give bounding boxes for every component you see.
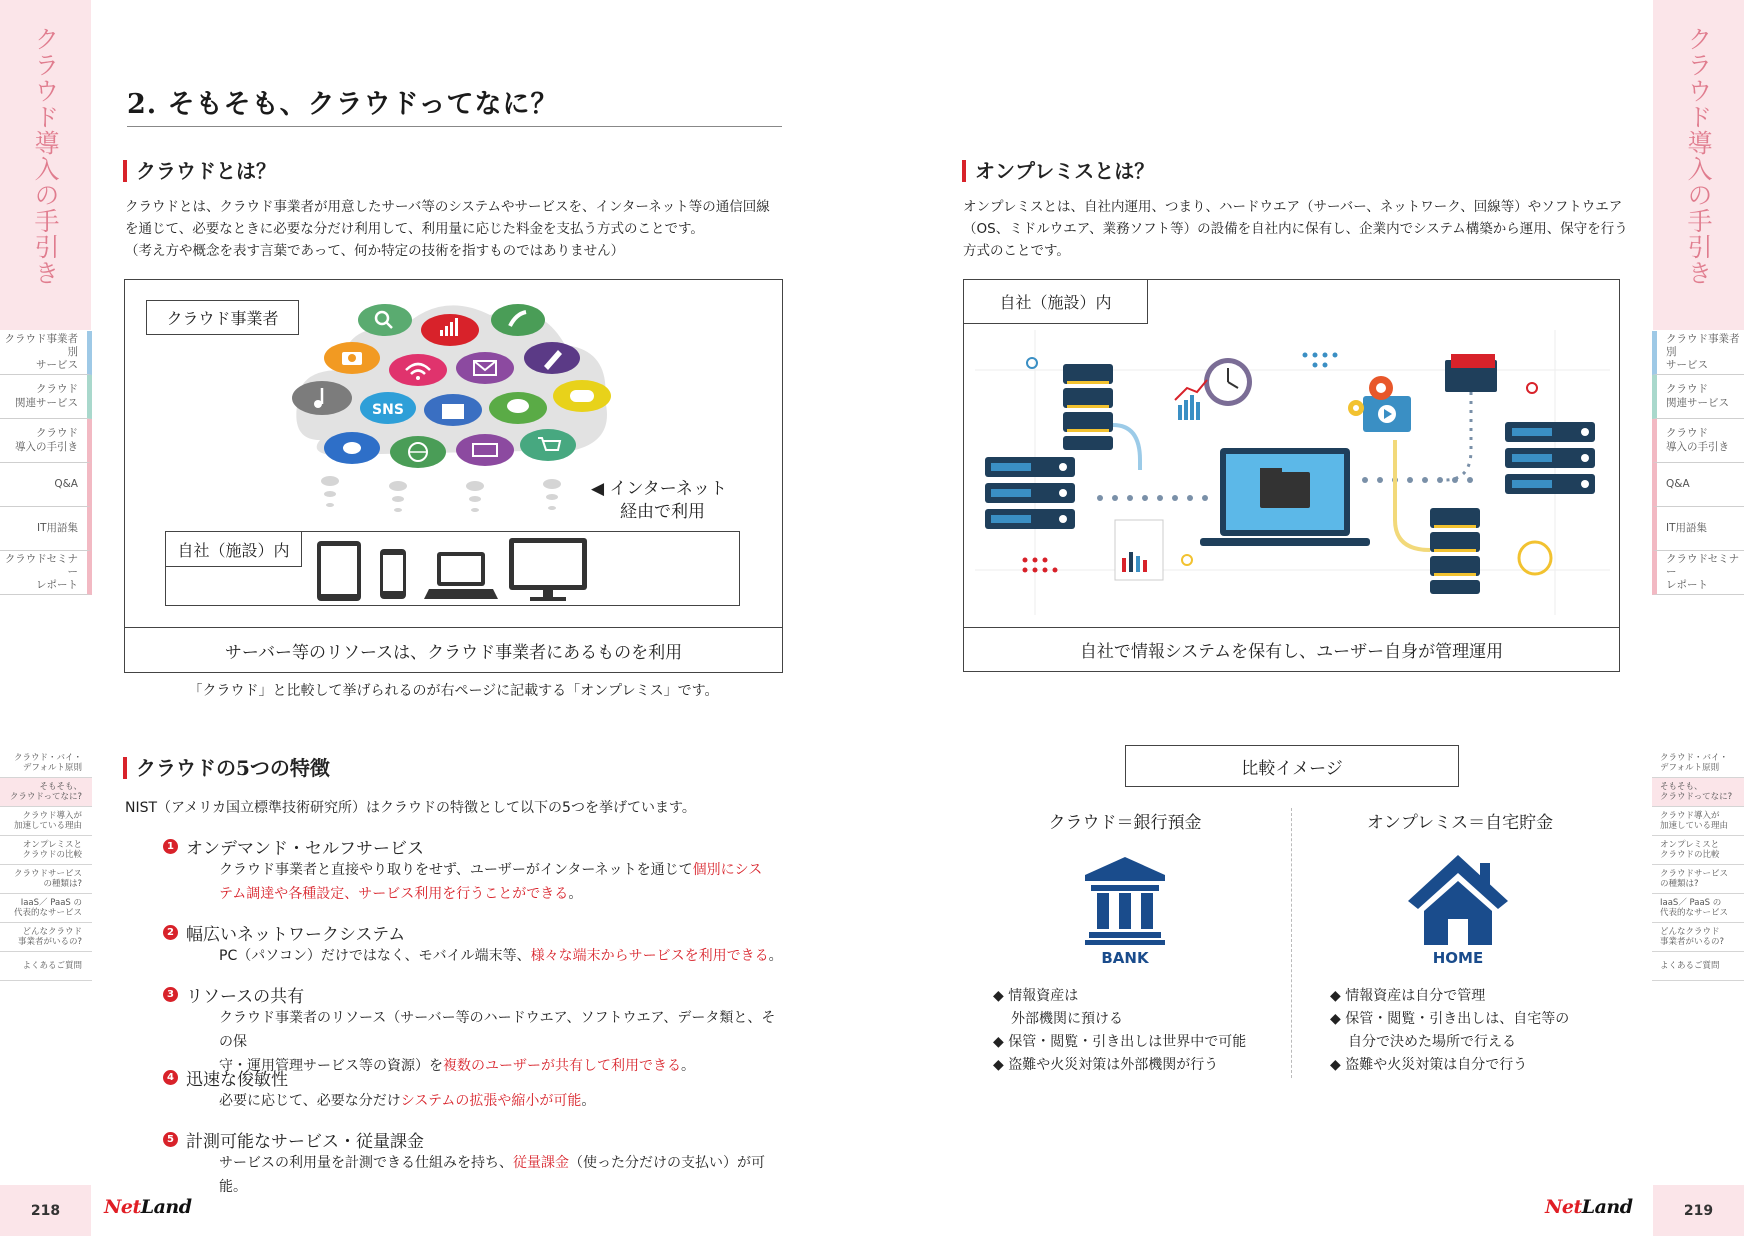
- feature-highlight: 複数のユーザーが共有して利用できる: [443, 1058, 681, 1074]
- document-icon: [1115, 520, 1163, 580]
- app-icon-film: [456, 434, 514, 466]
- video-player-icon: [1363, 396, 1411, 432]
- feature-4: [163, 1065, 783, 1113]
- onprem-line-2: （OS、ミドルウエア、業務ソフト等）の設備を自社内に保有し、企業内でシステム構築から運用、保守を行う: [963, 221, 1628, 237]
- app-icon-bird: [324, 432, 380, 464]
- comparison-title: 比較イメージ: [1125, 745, 1459, 787]
- feature-2: [163, 920, 783, 968]
- onprem-illustration: [975, 330, 1610, 615]
- monitor-icon: [509, 538, 587, 601]
- left-side-nav: [0, 331, 92, 595]
- server-rack-right-icon: [1430, 508, 1480, 594]
- onprem-onsite-label: 自社（施設）内: [963, 279, 1148, 324]
- sub-nav-item[interactable]: クラウドサービス の種類は?: [1652, 865, 1744, 894]
- cloud-provider-label: クラウド事業者: [146, 300, 299, 335]
- feature-1: [163, 834, 783, 906]
- right-sub-nav: [1652, 749, 1744, 981]
- side-nav-item[interactable]: IT用語集: [0, 507, 92, 551]
- app-icon-phone: [491, 304, 545, 336]
- server-rack-icon: [1063, 364, 1113, 450]
- cloud-line-1: クラウドとは、クラウド事業者が用意したサーバ等のシステムやサービスを、インターネット等の通信回線: [125, 199, 770, 215]
- cloud-section-title: クラウドとは？: [123, 160, 276, 182]
- feature-title: 計測可能なサービス・従量課金: [186, 1131, 424, 1152]
- cloud-drops: [321, 476, 561, 512]
- device-icons: [310, 535, 600, 605]
- sub-nav-item[interactable]: クラウド導入が 加速している理由: [1652, 807, 1744, 836]
- right-side-nav: [1652, 331, 1744, 595]
- cloud-line-3: （考え方や概念を表す言葉であって、何か特定の技術を指すものではありません）: [125, 243, 625, 259]
- app-icon-sns: [360, 392, 416, 424]
- feature-title: 幅広いネットワークシステム: [186, 924, 406, 945]
- feature-highlight: テム調達や各種設定、サービス利用を行うことができる: [219, 886, 569, 902]
- onprem-compare-heading: オンプレミス＝自宅貯金: [1366, 813, 1554, 833]
- feature-title: リソースの共有: [186, 986, 305, 1007]
- home-label: HOME: [1432, 949, 1484, 965]
- app-icon-cart: [520, 429, 576, 461]
- sub-nav-item[interactable]: そもそも、 クラウドってなに?: [1652, 778, 1744, 807]
- bullet: ◆ 盗難や火災対策は外部機関が行う: [993, 1057, 1219, 1073]
- laptop-icon: [424, 552, 498, 599]
- right-logo: [1545, 1196, 1633, 1218]
- feature-title: オンデマンド・セルフサービス: [186, 838, 424, 859]
- left-page-number: 218: [0, 1185, 91, 1236]
- cloud-bullets: [993, 985, 1246, 1077]
- side-nav-item[interactable]: クラウド事業者別 サービス: [1652, 331, 1744, 375]
- feature-text: （使った分だけの支払い）が可能。: [219, 1155, 765, 1195]
- feature-number: 1: [163, 839, 178, 854]
- server-stack-left-icon: [985, 457, 1075, 529]
- sub-nav-item[interactable]: クラウドサービス の種類は?: [0, 865, 92, 894]
- app-icon-music: [292, 381, 352, 415]
- laptop-folder-icon: [1200, 448, 1370, 546]
- feature-text: クラウド事業者と直接やり取りをせず、ユーザーがインターネットを通じて: [219, 862, 693, 878]
- side-nav-item[interactable]: クラウド 導入の手引き: [1652, 419, 1744, 463]
- sub-nav-item[interactable]: クラウド導入が 加速している理由: [0, 807, 92, 836]
- bullet: ◆ 情報資産は: [993, 988, 1079, 1004]
- left-logo: [104, 1196, 192, 1218]
- cloud-compare-heading: クラウド＝銀行預金: [1048, 813, 1202, 833]
- app-icon-camera: [324, 342, 380, 374]
- feature-text: クラウド事業者のリソース（サーバー等のハードウエア、ソフトウエア、データ類と、その保: [219, 1010, 776, 1050]
- sub-nav-item[interactable]: そもそも、 クラウドってなに?: [0, 778, 92, 807]
- features-section-title: クラウドの5つの特徴: [123, 757, 330, 779]
- side-nav-item[interactable]: クラウド 関連サービス: [0, 375, 92, 419]
- onprem-bullets: [1330, 985, 1569, 1077]
- bullet: 自分で決めた場所で行える: [1348, 1034, 1516, 1050]
- bar-chart-icon: [1175, 380, 1207, 420]
- page-heading: 2. そもそも、クラウドってなに？: [127, 82, 782, 127]
- feature-text: PC（パソコン）だけではなく、モバイル端末等、: [219, 948, 531, 964]
- side-nav-item[interactable]: IT用語集: [1652, 507, 1744, 551]
- feature-number: 4: [163, 1070, 178, 1085]
- home-icon: [1408, 855, 1508, 965]
- right-page-number: 219: [1653, 1185, 1744, 1236]
- app-icon-wifi: [389, 354, 447, 386]
- onprem-caption: 自社で情報システムを保有し、ユーザー自身が管理運用: [963, 627, 1620, 672]
- sub-nav-item[interactable]: どんなクラウド 事業者がいるの?: [1652, 923, 1744, 952]
- side-nav-item[interactable]: クラウド 導入の手引き: [0, 419, 92, 463]
- app-icon-signal: [421, 314, 479, 346]
- sub-nav-item[interactable]: クラウド・バイ・ デフォルト原則: [0, 749, 92, 778]
- bullet: ◆ 盗難や火災対策は自分で行う: [1330, 1057, 1528, 1073]
- feature-text: 。: [581, 1093, 596, 1109]
- app-icon-folder: [424, 394, 482, 426]
- feature-highlight: 個別にシス: [692, 862, 763, 878]
- right-vertical-title-band: [1653, 0, 1744, 330]
- internet-line-2: 経由で利用: [620, 502, 705, 522]
- sub-nav-item[interactable]: オンプレミスと クラウドの比較: [0, 836, 92, 865]
- onsite-label: 自社（施設）内: [165, 531, 302, 567]
- side-nav-item[interactable]: クラウド事業者別 サービス: [0, 331, 92, 375]
- side-nav-item[interactable]: クラウド 関連サービス: [1652, 375, 1744, 419]
- feature-text: 。: [681, 1058, 695, 1074]
- sub-nav-item[interactable]: どんなクラウド 事業者がいるの?: [0, 923, 92, 952]
- feature-text: 。: [768, 948, 783, 964]
- bullet: 外部機関に預ける: [1011, 1011, 1123, 1027]
- sub-nav-item[interactable]: IaaS／ PaaS の 代表的なサービス: [0, 894, 92, 923]
- cloud-illustration: [290, 290, 620, 530]
- feature-text: 必要に応じて、必要な分だけ: [219, 1093, 401, 1109]
- app-icon-gamepad: [553, 380, 611, 412]
- internet-note: [591, 478, 727, 524]
- left-sub-nav: [0, 749, 92, 981]
- onprem-definition: [963, 196, 1628, 262]
- feature-number: 2: [163, 925, 178, 940]
- onprem-section-title: オンプレミスとは？: [962, 160, 1154, 182]
- smartphone-icon: [380, 549, 406, 599]
- sub-nav-item[interactable]: よくあるご質問: [1652, 952, 1744, 981]
- feature-text: 。: [568, 886, 583, 902]
- red-folder-icon: [1445, 354, 1497, 392]
- feature-highlight: 様々な端末からサービスを利用できる: [530, 948, 769, 964]
- logo-net: Net: [1545, 1196, 1582, 1218]
- sub-nav-item[interactable]: IaaS／ PaaS の 代表的なサービス: [1652, 894, 1744, 923]
- feature-highlight: システムの拡張や縮小が可能: [400, 1093, 582, 1109]
- cloud-line-2: を通じて、必要なときに必要な分だけ利用して、利用量に応じた料金を支払う方式のことです。: [125, 221, 704, 237]
- app-icon-chat: [489, 392, 547, 424]
- sns-label: SNS: [372, 402, 404, 418]
- feature-number: 3: [163, 987, 178, 1002]
- feature-5: [163, 1127, 783, 1199]
- bank-icon: [1083, 855, 1167, 965]
- cloud-caption: サーバー等のリソースは、クラウド事業者にあるものを利用: [124, 627, 783, 673]
- side-nav-item[interactable]: Q&A: [1652, 463, 1744, 507]
- app-icon-pencil: [524, 342, 580, 374]
- left-vertical-title: クラウド導入の手引き: [31, 26, 60, 286]
- left-vertical-title-band: [0, 0, 91, 330]
- features-intro: NIST（アメリカ国立標準技術研究所）はクラウドの特徴として以下の5つを挙げています。: [125, 800, 696, 816]
- feature-title: 迅速な俊敏性: [186, 1069, 288, 1090]
- sub-nav-item[interactable]: よくあるご質問: [0, 952, 92, 981]
- app-icon-mail: [456, 352, 514, 384]
- bullet: ◆ 保管・閲覧・引き出しは、自宅等の: [1330, 1011, 1570, 1027]
- side-nav-item[interactable]: クラウドセミナー レポート: [1652, 551, 1744, 595]
- tablet-icon: [317, 541, 361, 601]
- server-stack-right-icon: [1505, 422, 1595, 494]
- internet-line-1: ◀ インターネット: [591, 479, 727, 499]
- feature-text: サービスの利用量を計測できる仕組みを持ち、: [219, 1155, 513, 1171]
- feature-text: 守・運用管理サービス等の資源）を: [219, 1058, 443, 1074]
- cloud-definition: [125, 196, 795, 262]
- cloud-footnote: 「クラウド」と比較して挙げられるのが右ページに記載する「オンプレミス」です。: [188, 683, 719, 699]
- clock-icon: [1204, 358, 1252, 406]
- feature-number: 5: [163, 1132, 178, 1147]
- app-icon-globe: [390, 436, 446, 468]
- bullet: ◆ 保管・閲覧・引き出しは世界中で可能: [993, 1034, 1247, 1050]
- comparison-divider: [1291, 808, 1292, 1078]
- logo-net: Net: [104, 1196, 141, 1218]
- side-nav-item[interactable]: クラウドセミナー レポート: [0, 551, 92, 595]
- logo-land: Land: [1581, 1196, 1633, 1218]
- onprem-line-1: オンプレミスとは、自社内運用、つまり、ハードウエア（サーバー、ネットワーク、回線等）やソフトウエア: [963, 199, 1623, 215]
- feature-highlight: 従量課金: [513, 1155, 569, 1171]
- sub-nav-item[interactable]: クラウド・バイ・ デフォルト原則: [1652, 749, 1744, 778]
- side-nav-item[interactable]: Q&A: [0, 463, 92, 507]
- right-vertical-title: クラウド導入の手引き: [1684, 26, 1713, 286]
- logo-land: Land: [140, 1196, 192, 1218]
- sub-nav-item[interactable]: オンプレミスと クラウドの比較: [1652, 836, 1744, 865]
- bullet: ◆ 情報資産は自分で管理: [1330, 988, 1486, 1004]
- bank-label: BANK: [1101, 949, 1149, 965]
- onprem-line-3: 方式のことです。: [963, 243, 1070, 259]
- app-icon-search: [358, 304, 412, 336]
